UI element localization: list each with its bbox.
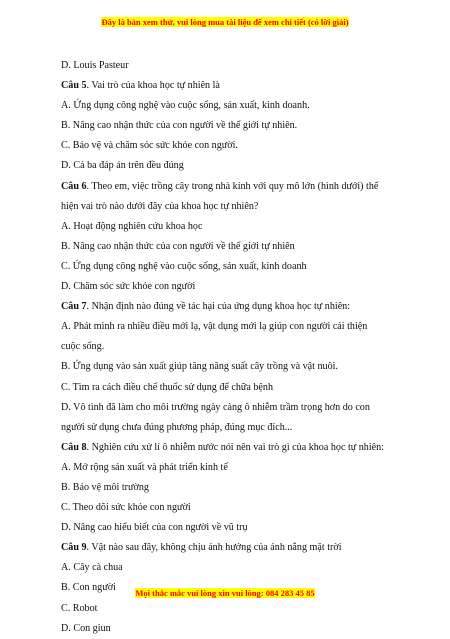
text-line <box>61 156 397 176</box>
contact-text: Mọi thắc mắc vui lòng xin vui lòng: 084 283 45 85 <box>135 588 315 598</box>
text-line <box>61 277 397 297</box>
line-text: A. Cây cà chua <box>61 562 123 574</box>
text-line <box>61 357 397 377</box>
text-line <box>61 317 397 337</box>
preview-notice-text: Đây là bản xem thử, vui lòng mua tài liệu để xem chi tiết (có lời giải) <box>101 17 349 27</box>
text-line <box>61 498 397 518</box>
text-line <box>61 257 397 277</box>
text-line <box>61 398 397 418</box>
line-text: C. Tìm ra cách điều chế thuốc sử dụng để chữa bệnh <box>61 381 274 393</box>
line-text: A. Hoạt động nghiên cứu khoa học <box>61 220 203 232</box>
question-line <box>61 76 397 96</box>
question-line <box>61 297 397 317</box>
text-line <box>61 96 397 116</box>
line-text: . Vật nào sau đây, không chịu ảnh hưởng của ánh nắng mặt trời <box>86 542 342 554</box>
question-line <box>61 438 397 458</box>
line-text: D. Nâng cao hiểu biết của con người về vũ trụ <box>61 522 248 534</box>
question-number: Câu 7 <box>61 301 87 313</box>
text-line <box>61 518 397 538</box>
question-line <box>61 177 397 197</box>
line-text: người sử dụng chưa đúng phương pháp, đúng mục đích... <box>61 421 293 433</box>
line-text: A. Phát minh ra nhiều điều mới lạ, vật dụng mới lạ giúp con người cải thiện <box>61 321 368 333</box>
line-text: . Vai trò của khoa học tự nhiên là <box>86 80 220 92</box>
text-line <box>61 558 397 578</box>
line-text: cuộc sống. <box>61 341 105 353</box>
contact-banner <box>0 588 450 598</box>
text-line <box>61 478 397 498</box>
line-text: A. Ứng dụng công nghệ vào cuộc sống, sản xuất, kinh doanh. <box>61 100 310 112</box>
line-text: D. Con giun <box>61 622 111 634</box>
line-text: D. Louis Pasteur <box>61 60 129 71</box>
line-text: . Nhận định nào đúng về tác hại của ứng dụng khoa học tự nhiên: <box>86 301 351 313</box>
text-line <box>61 418 397 438</box>
line-text: A. Mở rộng sản xuất và phát triển kinh tế <box>61 461 228 473</box>
line-text: . Nghiên cứu xử lí ô nhiễm nước nói nên vai trò gì của khoa học tự nhiên: <box>86 441 384 453</box>
text-line <box>61 337 397 357</box>
line-text: D. Vô tình đã làm cho môi trường ngày càng ô nhiễm trầm trọng hơn do con <box>61 401 370 413</box>
line-text: B. Bảo vệ môi trường <box>61 481 149 493</box>
line-text: B. Nâng cao nhận thức của con người về thế giới tự nhiên <box>61 240 295 252</box>
question-number: Câu 5 <box>61 80 87 92</box>
line-text: hiện vai trò nào dưới đây của khoa học tự nhiên? <box>61 200 259 212</box>
line-text: C. Bảo vệ và chăm sóc sức khỏe con người. <box>61 140 238 152</box>
question-number: Câu 8 <box>61 441 87 453</box>
line-text: B. Con người <box>61 582 116 594</box>
line-text: C. Ứng dụng công nghệ vào cuộc sống, sản xuất, kinh doanh <box>61 260 307 272</box>
line-text: C. Theo dõi sức khỏe con người <box>61 502 191 514</box>
preview-notice-banner <box>0 17 450 27</box>
line-text: B. Nâng cao nhận thức của con người về thế giới tự nhiên. <box>61 120 298 132</box>
question-line <box>61 538 397 558</box>
text-line <box>61 116 397 136</box>
question-number: Câu 9 <box>61 542 87 554</box>
line-text: C. Robot <box>61 602 98 614</box>
text-line <box>61 136 397 156</box>
line-text: D. Cả ba đáp án trên đều đúng <box>61 160 184 172</box>
document-body <box>61 56 397 639</box>
text-line <box>61 56 397 76</box>
line-text: B. Ứng dụng vào sản xuất giúp tăng năng suất cây trồng và vật nuôi. <box>61 361 338 373</box>
text-line <box>61 197 397 217</box>
text-line <box>61 237 397 257</box>
text-line <box>61 217 397 237</box>
line-text: . Theo em, việc trồng cây trong nhà kính với quy mô lớn (hình dưới) thể <box>86 180 379 192</box>
line-text: D. Chăm sóc sức khỏe con người <box>61 281 196 293</box>
text-line <box>61 458 397 478</box>
question-number: Câu 6 <box>61 180 87 192</box>
text-line <box>61 599 397 619</box>
text-line <box>61 378 397 398</box>
